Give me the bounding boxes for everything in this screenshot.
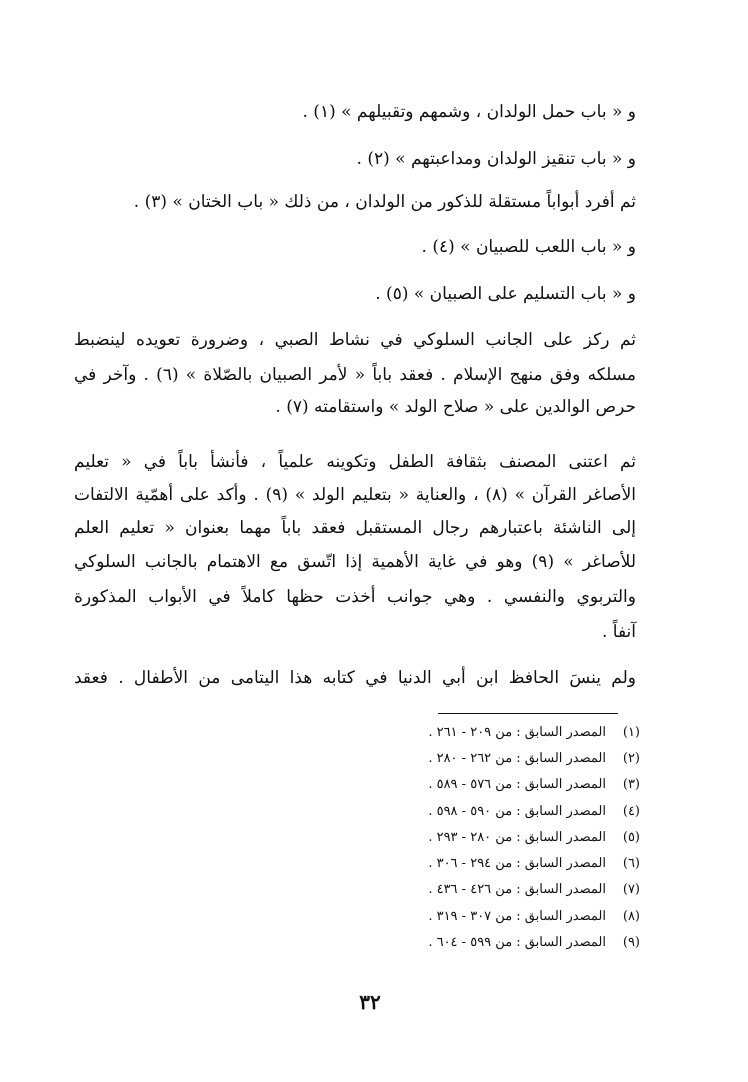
body-line-4: و « باب اللعب للصبيان » (٤) .	[421, 237, 636, 257]
footnote-8	[428, 907, 640, 927]
footnote-number: (٢)	[622, 751, 640, 766]
footnote-1	[428, 723, 640, 743]
body-line-1: و « باب حمل الولدان ، وشمهم وتقبيلهم » (١) .	[302, 102, 636, 122]
body-line-3: ثم أفرد أبواباً مستقلة للذكور من الولدان ، من ذلك « باب الختان » (٣) .	[133, 192, 636, 212]
footnote-2	[428, 749, 640, 769]
body-line-5: و « باب التسليم على الصبيان » (٥) .	[375, 284, 636, 304]
footnote-number: (٦)	[622, 856, 640, 871]
footnote-text: المصدر السابق : من ٣٠٧ - ٣١٩ .	[428, 909, 606, 924]
body-line-12: للأصاغر » (٩) وهو في غاية الأهمية إذا اتّسق مع الاهتمام بالجانب السلوكي	[74, 552, 636, 572]
body-line-13: والتربوي والنفسي . وهي جوانب أخذت حظها كاملاً في الأبواب المذكورة	[74, 587, 636, 607]
footnote-text: المصدر السابق : من ٥٩٠ - ٥٩٨ .	[428, 804, 606, 819]
body-line-8: حرص الوالدين على « صلاح الولد » واستقامته (٧) .	[275, 397, 636, 417]
body-line-11: إلى الناشئة باعتبارهم رجال المستقبل فعقد باباً مهما بعنوان « تعليم العلم	[74, 518, 636, 538]
footnote-3	[428, 775, 640, 795]
body-line-2: و « باب تنقيز الولدان ومداعبتهم » (٢) .	[356, 149, 636, 169]
footnote-number: (١)	[622, 725, 640, 740]
footnote-divider	[438, 713, 618, 714]
footnote-text: المصدر السابق : من ٢٦٢ - ٢٨٠ .	[428, 751, 606, 766]
body-line-7: مسلكه وفق منهج الإسلام . فعقد باباً « لأمر الصبيان بالصّلاة » (٦) . وآخر في	[74, 365, 636, 385]
footnote-number: (٩)	[622, 935, 640, 950]
footnote-text: المصدر السابق : من ٥٩٩ - ٦٠٤ .	[428, 935, 606, 950]
footnote-9	[428, 933, 640, 953]
footnote-number: (٧)	[622, 882, 640, 897]
body-line-10: الأصاغر القرآن » (٨) ، والعناية « بتعليم الولد » (٩) . وأكد على أهمّية الالتفات	[74, 485, 636, 505]
footnote-number: (٣)	[622, 777, 640, 792]
footnote-text: المصدر السابق : من ٢٨٠ - ٢٩٣ .	[428, 830, 606, 845]
body-line-9: ثم اعتنى المصنف بثقافة الطفل وتكوينه علمياً ، فأنشأ باباً في « تعليم	[74, 452, 636, 472]
footnote-number: (٤)	[622, 804, 640, 819]
footnote-4	[428, 802, 640, 822]
body-line-15: ولم ينسَ الحافظ ابن أبي الدنيا في كتابه هذا اليتامى من الأطفال . فعقد	[74, 668, 636, 688]
footnote-number: (٥)	[622, 830, 640, 845]
footnote-text: المصدر السابق : من ٤٢٦ - ٤٣٦ .	[428, 882, 606, 897]
footnote-text: المصدر السابق : من ٢٠٩ - ٢٦١ .	[428, 725, 606, 740]
footnote-6	[428, 854, 640, 874]
footnote-text: المصدر السابق : من ٢٩٤ - ٣٠٦ .	[428, 856, 606, 871]
footnote-number: (٨)	[622, 909, 640, 924]
body-line-6: ثم ركز على الجانب السلوكي في نشاط الصبي ، وضرورة تعويده لينضبط	[74, 330, 636, 350]
body-line-14: آنفاً .	[601, 622, 636, 642]
page-number: ٣٢	[359, 990, 381, 1014]
footnote-7	[428, 880, 640, 900]
footnote-5	[428, 828, 640, 848]
footnote-text: المصدر السابق : من ٥٧٦ - ٥٨٩ .	[428, 777, 606, 792]
